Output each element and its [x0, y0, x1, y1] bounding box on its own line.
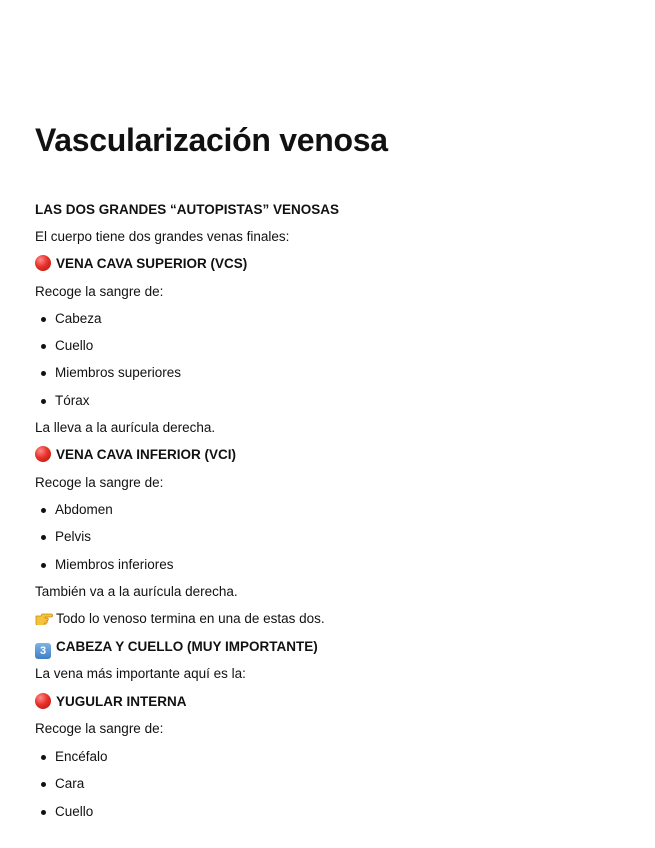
note-row [35, 610, 325, 628]
list-item-text: Cara [55, 776, 85, 791]
vcs-closing: La lleva a la aurícula derecha. [35, 420, 216, 435]
keycap-three-icon: 3 [35, 643, 51, 659]
bullet-icon [41, 344, 46, 349]
bullet-icon [41, 317, 46, 322]
yugular-heading-row [35, 693, 187, 711]
vci-heading-row [35, 446, 236, 464]
list-item-text: Cuello [55, 804, 94, 819]
list-item-text: Abdomen [55, 502, 113, 517]
note-text: Todo lo venoso termina en una de estas dos. [56, 611, 325, 626]
cabeza-heading: CABEZA Y CUELLO (MUY IMPORTANTE) [56, 639, 318, 654]
yugular-lead: Recoge la sangre de: [35, 721, 164, 736]
bullet-icon [41, 782, 46, 787]
pointing-hand-icon [35, 611, 53, 625]
list-item-text: Miembros inferiores [55, 557, 174, 572]
page-title: Vascularización venosa [35, 122, 388, 158]
red-circle-icon [35, 693, 51, 709]
yugular-heading: YUGULAR INTERNA [56, 694, 187, 709]
bullet-icon [41, 810, 46, 815]
bullet-icon [41, 535, 46, 540]
list-item-text: Cuello [55, 338, 94, 353]
vci-closing: También va a la aurícula derecha. [35, 584, 238, 599]
bullet-icon [41, 508, 46, 513]
red-circle-icon [35, 446, 51, 462]
vcs-heading: VENA CAVA SUPERIOR (VCS) [56, 256, 248, 271]
list-item-text: Encéfalo [55, 749, 108, 764]
list-item-text: Tórax [55, 393, 90, 408]
vci-heading: VENA CAVA INFERIOR (VCI) [56, 447, 237, 462]
red-circle-icon [35, 255, 51, 271]
bullet-icon [41, 371, 46, 376]
vcs-lead: Recoge la sangre de: [35, 284, 164, 299]
vcs-heading-row [35, 255, 247, 273]
section-heading: LAS DOS GRANDES “AUTOPISTAS” VENOSAS [35, 202, 340, 217]
cabeza-heading-row [35, 638, 318, 659]
list-item-text: Miembros superiores [55, 365, 182, 380]
vci-lead: Recoge la sangre de: [35, 475, 164, 490]
cabeza-lead: La vena más importante aquí es la: [35, 666, 246, 681]
list-item-text: Cabeza [55, 311, 102, 326]
bullet-icon [41, 399, 46, 404]
bullet-icon [41, 563, 46, 568]
intro-text: El cuerpo tiene dos grandes venas finales: [35, 229, 290, 244]
list-item-text: Pelvis [55, 529, 92, 544]
bullet-icon [41, 755, 46, 760]
